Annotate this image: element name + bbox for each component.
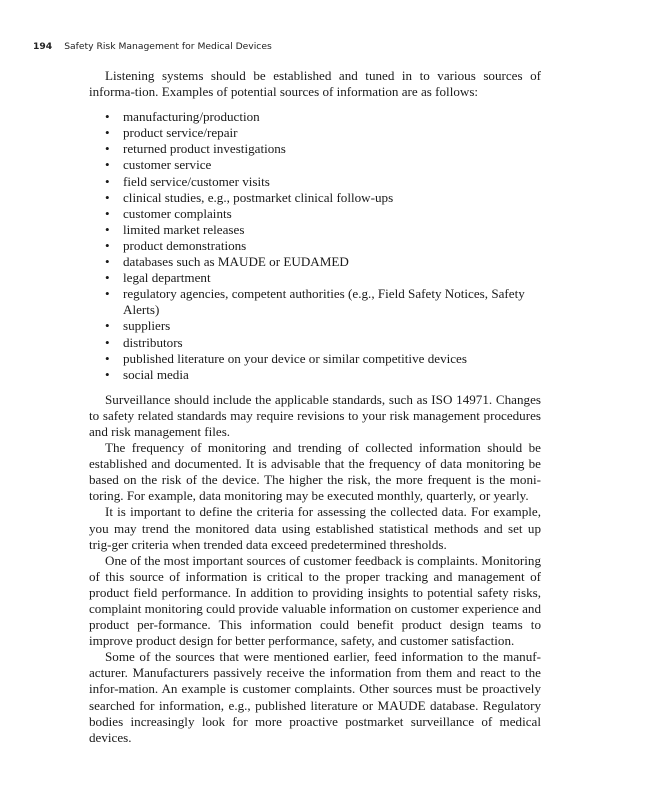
- list-item: • product demonstrations: [105, 238, 541, 254]
- body-text: [89, 68, 541, 746]
- list-item: • social media: [105, 367, 541, 383]
- list-item: • databases such as MAUDE or EUDAMED: [105, 254, 541, 270]
- intro-paragraph: Listening systems should be established and tuned in to various sources of informa-tion. Examples of potential sources of information are as follows:: [89, 68, 541, 100]
- paragraph-complaints: One of the most important sources of customer feedback is complaints. Monitoring of this source of information is critical to the proper tracking and management of product field performance. In addition to providing insights to potential safety risks, complaint monitoring could provide valuable information on customer experience and product per-formance. This information could benefit product design teams to improve product design for better performance, safety, and customer satisfaction.: [89, 552, 541, 649]
- running-title: Safety Risk Management for Medical Devices: [64, 41, 272, 52]
- list-item: • suppliers: [105, 318, 541, 334]
- list-item: • distributors: [105, 335, 541, 351]
- list-item: • customer complaints: [105, 206, 541, 222]
- list-item: • customer service: [105, 157, 541, 173]
- list-item: • manufacturing/production: [105, 109, 541, 125]
- list-item: • published literature on your device or similar competitive devices: [105, 351, 541, 367]
- information-sources-list: [89, 109, 541, 383]
- paragraph-criteria: It is important to define the criteria for assessing the collected data. For example, you may trend the monitored data using established statistical methods and set up trig-ger criteria when trended data exceed predetermined thresholds.: [89, 504, 541, 552]
- list-item: • legal department: [105, 270, 541, 286]
- list-item: • clinical studies, e.g., postmarket clinical follow-ups: [105, 190, 541, 206]
- paragraph-standards: Surveillance should include the applicable standards, such as ISO 14971. Changes to safety related standards may require revisions to your risk management procedures and risk management files.: [89, 391, 541, 439]
- list-item: • product service/repair: [105, 125, 541, 141]
- running-header: [33, 41, 272, 52]
- list-item: • regulatory agencies, competent authorities (e.g., Field Safety Notices, Safety Alerts): [105, 286, 541, 318]
- paragraph-monitoring-frequency: The frequency of monitoring and trending of collected information should be established and documented. It is advisable that the frequency of data monitoring be based on the risk of the device. The higher the risk, the more frequent is the moni-toring. For example, data monitoring may be executed monthly, quarterly, or yearly.: [89, 440, 541, 504]
- page-number: 194: [33, 41, 53, 52]
- list-item: • field service/customer visits: [105, 174, 541, 190]
- list-item: • returned product investigations: [105, 141, 541, 157]
- list-item: • limited market releases: [105, 222, 541, 238]
- paragraph-proactive-sources: Some of the sources that were mentioned earlier, feed information to the manuf-acturer. Manufacturers passively receive the information from them and react to the infor-mation. An example is customer complaints. Other sources must be proactively searched for information, e.g., published literature or MAUDE database. Regulatory bodies increasingly look for more proactive postmarket surveillance of medical devices.: [89, 649, 541, 745]
